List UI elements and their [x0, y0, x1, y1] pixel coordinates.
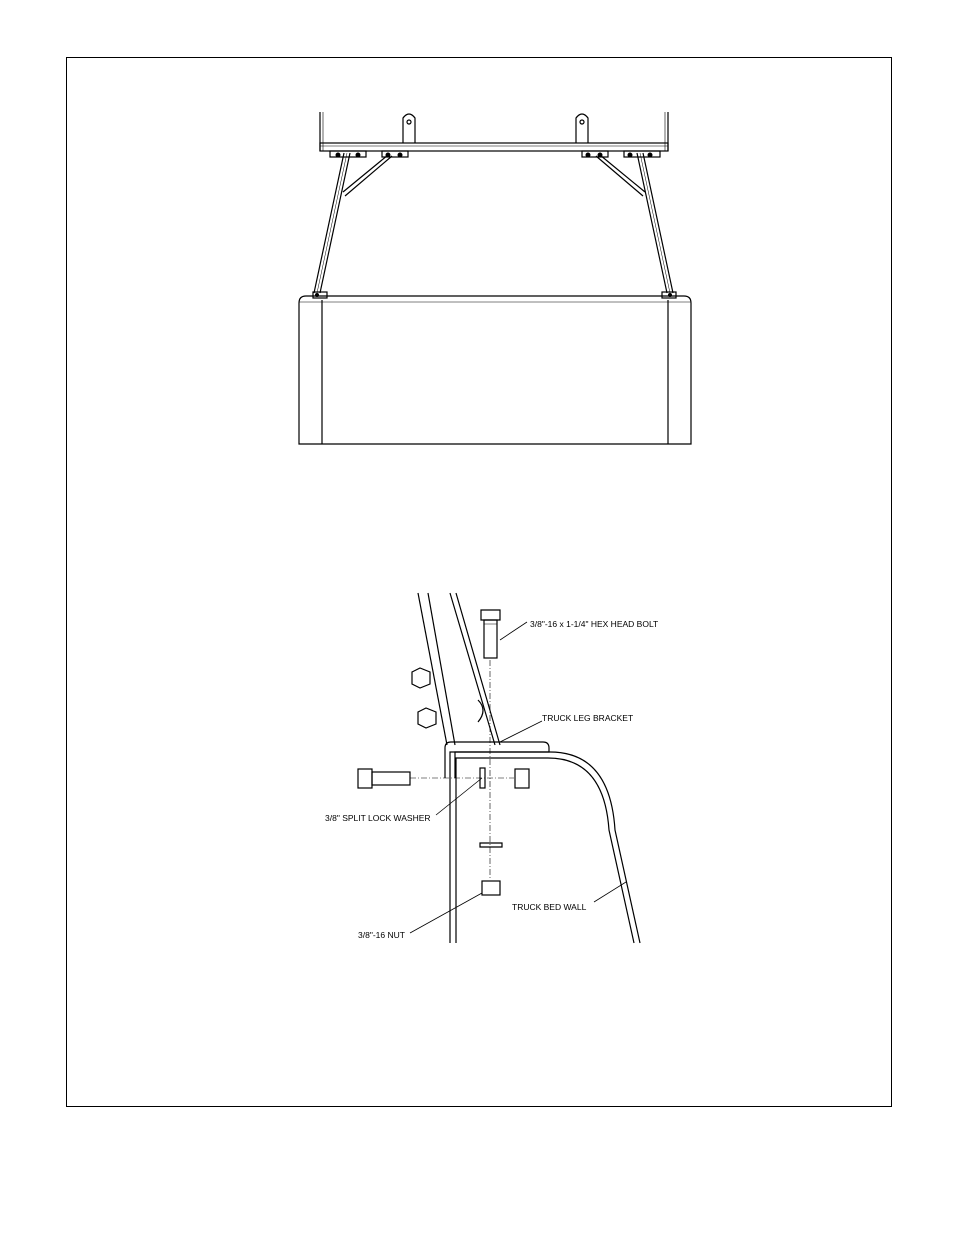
- nut-bottom: [482, 881, 500, 895]
- horizontal-hex-bolt-head: [358, 769, 372, 788]
- label-truck-bed-wall: TRUCK BED WALL: [512, 902, 587, 912]
- vertical-hex-bolt-head: [481, 610, 500, 620]
- label-nut: 3/8"-16 NUT: [358, 930, 405, 940]
- label-split-lock-washer: 3/8" SPLIT LOCK WASHER: [325, 813, 431, 823]
- horizontal-hex-bolt-shank: [372, 772, 410, 785]
- label-hex-head-bolt: 3/8"-16 x 1-1/4" HEX HEAD BOLT: [530, 619, 659, 629]
- leg-bolt-lower: [418, 708, 436, 728]
- nut-right: [515, 769, 529, 788]
- bed-slot: [480, 843, 502, 847]
- truck-leg-bracket: [445, 742, 549, 778]
- label-truck-leg-bracket: TRUCK LEG BRACKET: [542, 713, 634, 723]
- leg-bolt-upper: [412, 668, 430, 688]
- vertical-hex-bolt-shank: [484, 620, 497, 658]
